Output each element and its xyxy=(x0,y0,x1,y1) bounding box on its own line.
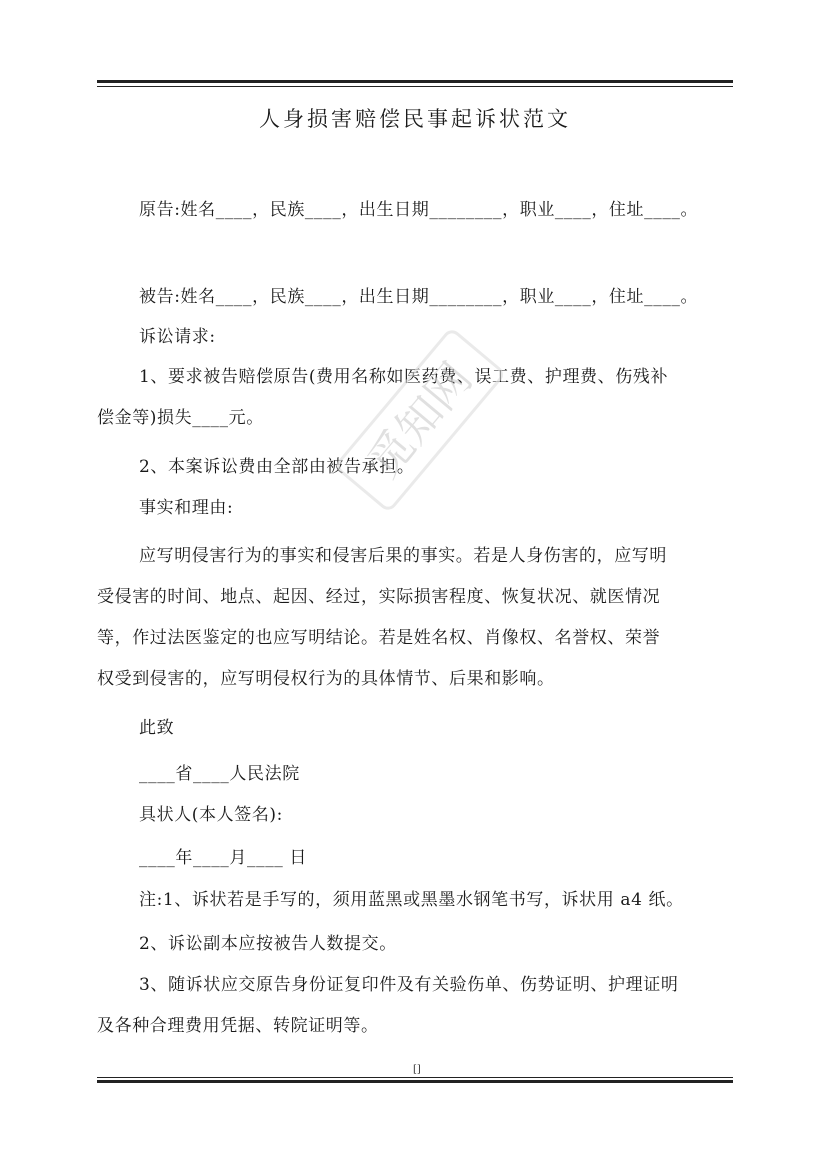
defendant-line: 被告:姓名____，民族____，出生日期________，职业____，住址____。 xyxy=(139,287,699,307)
facts-line-3: 等，作过法医鉴定的也应写明结论。若是姓名权、肖像权、名誉权、荣誉 xyxy=(97,628,661,648)
plaintiff-line: 原告:姓名____，民族____，出生日期________，职业____，住址____。 xyxy=(139,200,699,220)
court-line: ____省____人民法院 xyxy=(139,764,300,784)
date-line: ____年____月____ 日 xyxy=(139,848,308,868)
claim-1-line-1: 1、要求被告赔偿原告(费用名称如医药费、误工费、护理费、伤残补 xyxy=(139,367,669,387)
header-rule-thin xyxy=(97,86,733,87)
signer-line: 具状人(本人签名): xyxy=(139,805,283,825)
claim-1-line-2: 偿金等)损失____元。 xyxy=(97,408,264,428)
claims-heading: 诉讼请求: xyxy=(139,327,216,347)
salutation: 此致 xyxy=(139,718,175,738)
facts-line-4: 权受到侵害的，应写明侵权行为的具体情节、后果和影响。 xyxy=(97,669,555,689)
note-2: 2、诉讼副本应按被告人数提交。 xyxy=(139,934,397,954)
header-rule-thick xyxy=(97,80,733,83)
facts-line-1: 应写明侵害行为的事实和侵害后果的事实。若是人身伤害的，应写明 xyxy=(139,546,667,566)
note-3-line-2: 及各种合理费用凭据、转院证明等。 xyxy=(97,1016,379,1036)
facts-paragraph xyxy=(97,536,737,700)
claim-2: 2、本案诉讼费由全部由被告承担。 xyxy=(139,457,415,477)
claim-1 xyxy=(97,357,737,439)
footer-rule-thin xyxy=(97,1077,733,1078)
facts-heading: 事实和理由: xyxy=(139,498,234,518)
note-3-line-1: 3、随诉状应交原告身份证复印件及有关验伤单、伤势证明、护理证明 xyxy=(139,975,679,995)
document-title: 人身损害赔偿民事起诉状范文 xyxy=(259,107,571,131)
note-3 xyxy=(97,965,737,1047)
page-marker: [] xyxy=(413,1064,421,1075)
facts-line-2: 受侵害的时间、地点、起因、经过，实际损害程度、恢复状况、就医情况 xyxy=(97,587,661,607)
footer-rule-thick xyxy=(97,1080,733,1083)
note-1: 注:1、诉状若是手写的，须用蓝黑或黑墨水钢笔书写，诉状用 a4 纸。 xyxy=(139,890,684,910)
watermark-text: 觅知网 xyxy=(358,353,483,488)
